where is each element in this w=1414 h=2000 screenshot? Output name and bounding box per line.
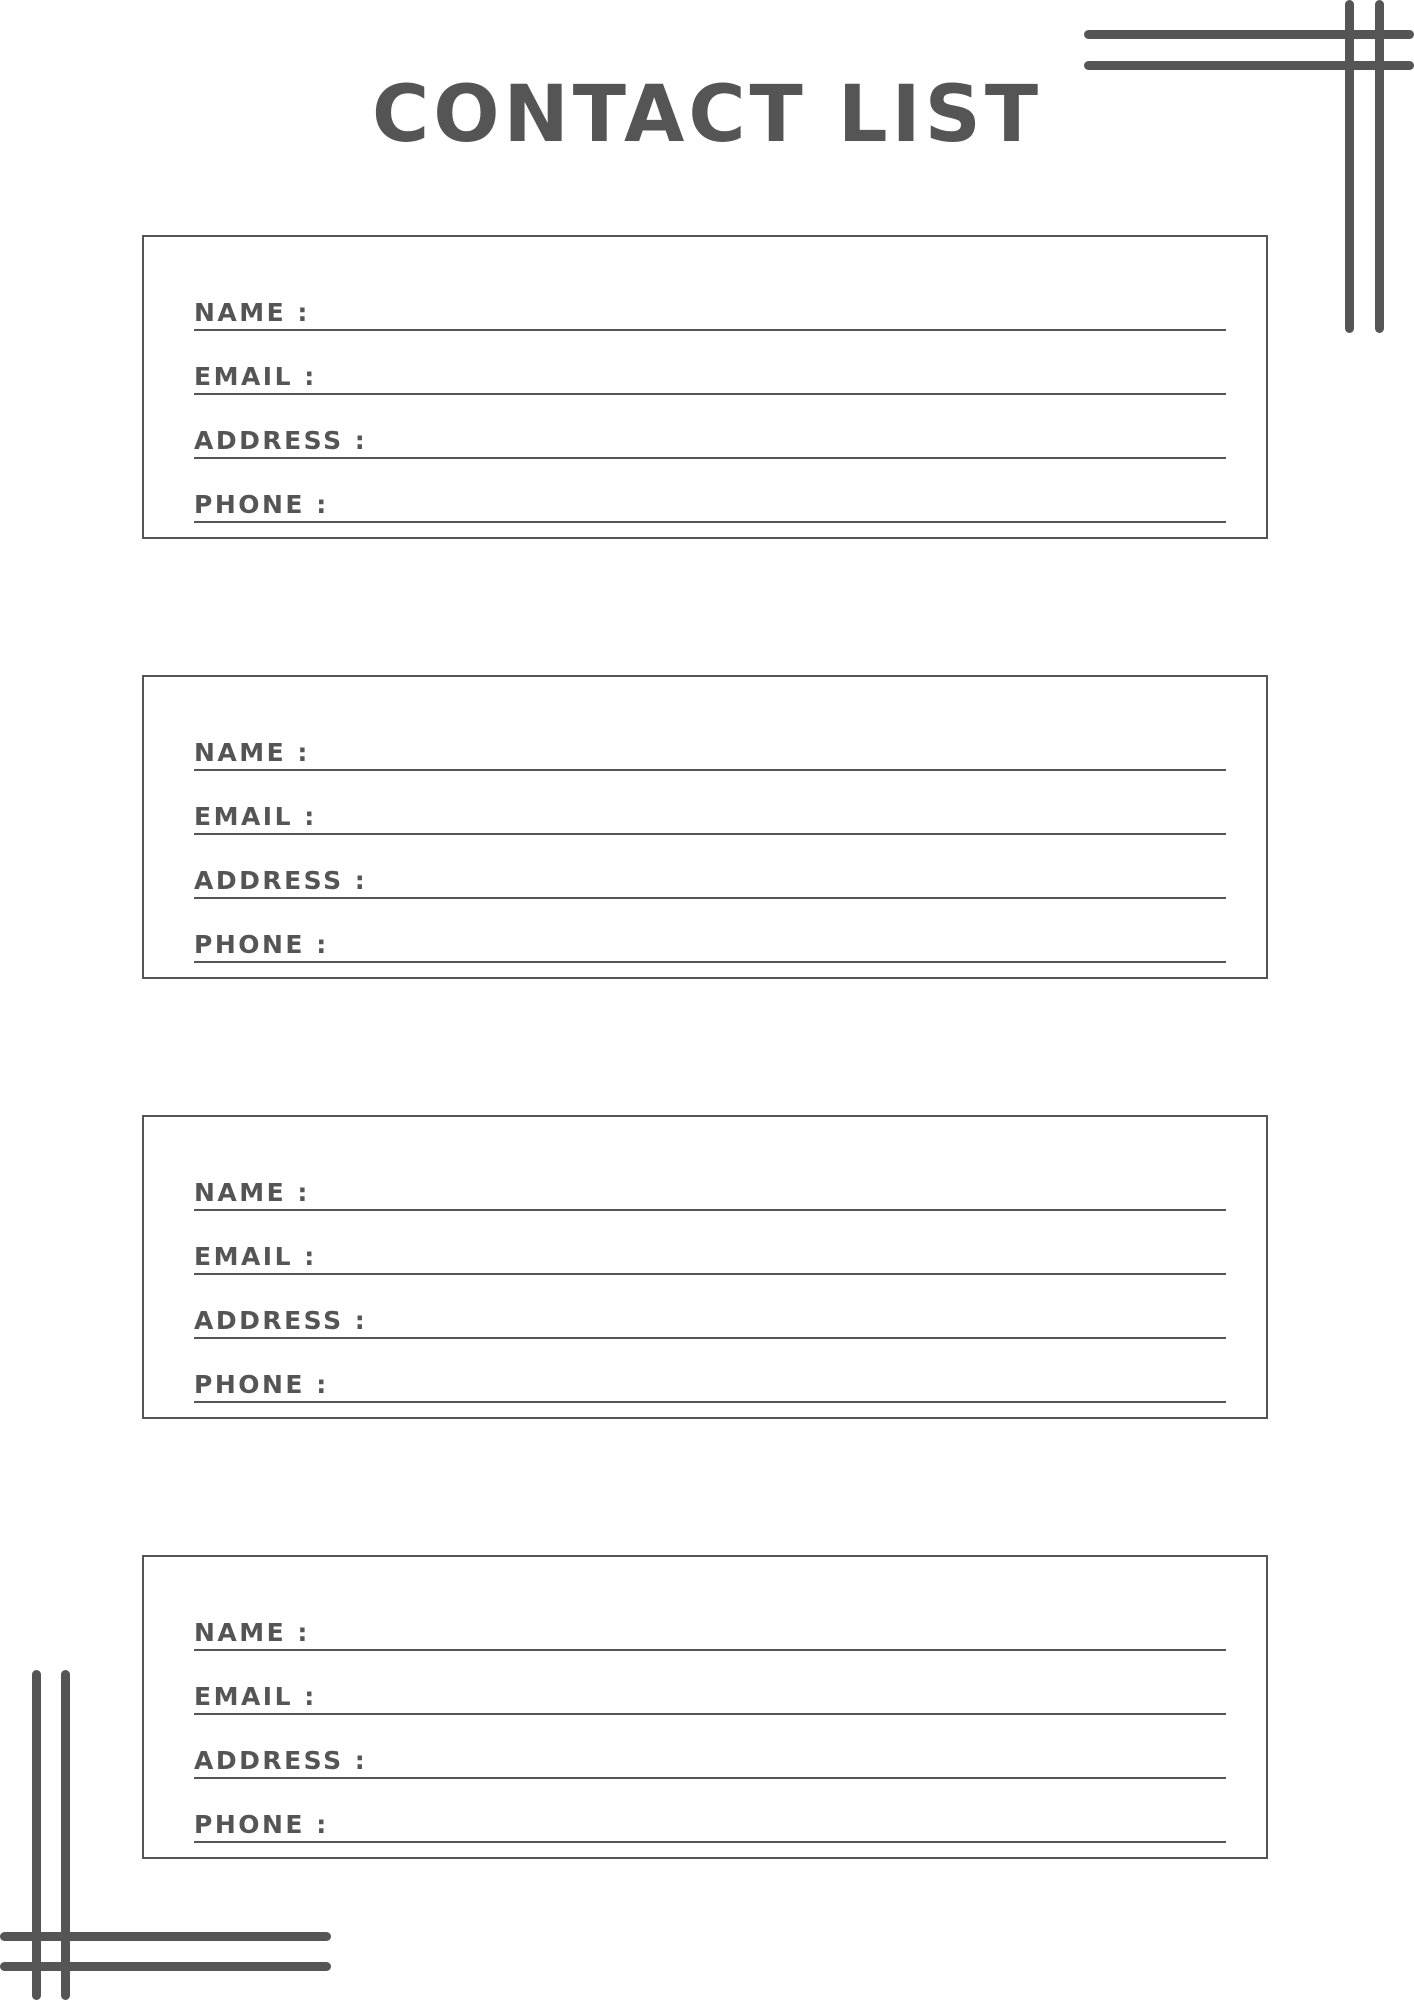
contact-card — [142, 675, 1268, 979]
name-label: NAME : — [194, 1178, 310, 1207]
name-label: NAME : — [194, 298, 310, 327]
ornament-vertical-line — [1375, 0, 1384, 333]
ornament-horizontal-line — [1084, 61, 1414, 70]
email-label: EMAIL : — [194, 1682, 317, 1711]
email-label: EMAIL : — [194, 802, 317, 831]
email-label: EMAIL : — [194, 1242, 317, 1271]
ornament-vertical-line — [32, 1670, 41, 2000]
email-label: EMAIL : — [194, 362, 317, 391]
address-field[interactable] — [194, 395, 1226, 459]
email-field-row — [194, 1242, 1226, 1275]
phone-field[interactable] — [194, 459, 1226, 523]
contact-cards — [142, 235, 1268, 1995]
email-field-row — [194, 362, 1226, 395]
phone-field[interactable] — [194, 1339, 1226, 1403]
email-field[interactable] — [194, 1211, 1226, 1275]
address-label: ADDRESS : — [194, 426, 368, 455]
ornament-horizontal-line — [1084, 30, 1414, 39]
ornament-vertical-line — [1345, 0, 1354, 333]
ornament-horizontal-line — [0, 1962, 331, 1971]
phone-field-row — [194, 1810, 1226, 1843]
phone-label: PHONE : — [194, 1810, 329, 1839]
address-field-row — [194, 866, 1226, 899]
address-field-row — [194, 426, 1226, 459]
phone-field[interactable] — [194, 1779, 1226, 1843]
name-field[interactable] — [194, 707, 1226, 771]
address-label: ADDRESS : — [194, 866, 368, 895]
address-field[interactable] — [194, 835, 1226, 899]
ornament-horizontal-line — [0, 1932, 331, 1941]
name-label: NAME : — [194, 1618, 310, 1647]
name-field[interactable] — [194, 1587, 1226, 1651]
phone-field-row — [194, 1370, 1226, 1403]
name-field-row — [194, 738, 1226, 771]
phone-label: PHONE : — [194, 930, 329, 959]
name-field[interactable] — [194, 267, 1226, 331]
name-field-row — [194, 1178, 1226, 1211]
phone-label: PHONE : — [194, 490, 329, 519]
phone-label: PHONE : — [194, 1370, 329, 1399]
address-field[interactable] — [194, 1275, 1226, 1339]
name-field[interactable] — [194, 1147, 1226, 1211]
address-label: ADDRESS : — [194, 1306, 368, 1335]
phone-field-row — [194, 490, 1226, 523]
page-title: CONTACT LIST — [371, 70, 1043, 160]
name-field-row — [194, 1618, 1226, 1651]
address-field-row — [194, 1746, 1226, 1779]
name-label: NAME : — [194, 738, 310, 767]
email-field-row — [194, 1682, 1226, 1715]
address-label: ADDRESS : — [194, 1746, 368, 1775]
ornament-vertical-line — [61, 1670, 70, 2000]
contact-card — [142, 1555, 1268, 1859]
name-field-row — [194, 298, 1226, 331]
contact-card — [142, 235, 1268, 539]
phone-field-row — [194, 930, 1226, 963]
email-field[interactable] — [194, 771, 1226, 835]
email-field[interactable] — [194, 1651, 1226, 1715]
address-field[interactable] — [194, 1715, 1226, 1779]
phone-field[interactable] — [194, 899, 1226, 963]
email-field[interactable] — [194, 331, 1226, 395]
address-field-row — [194, 1306, 1226, 1339]
contact-card — [142, 1115, 1268, 1419]
email-field-row — [194, 802, 1226, 835]
